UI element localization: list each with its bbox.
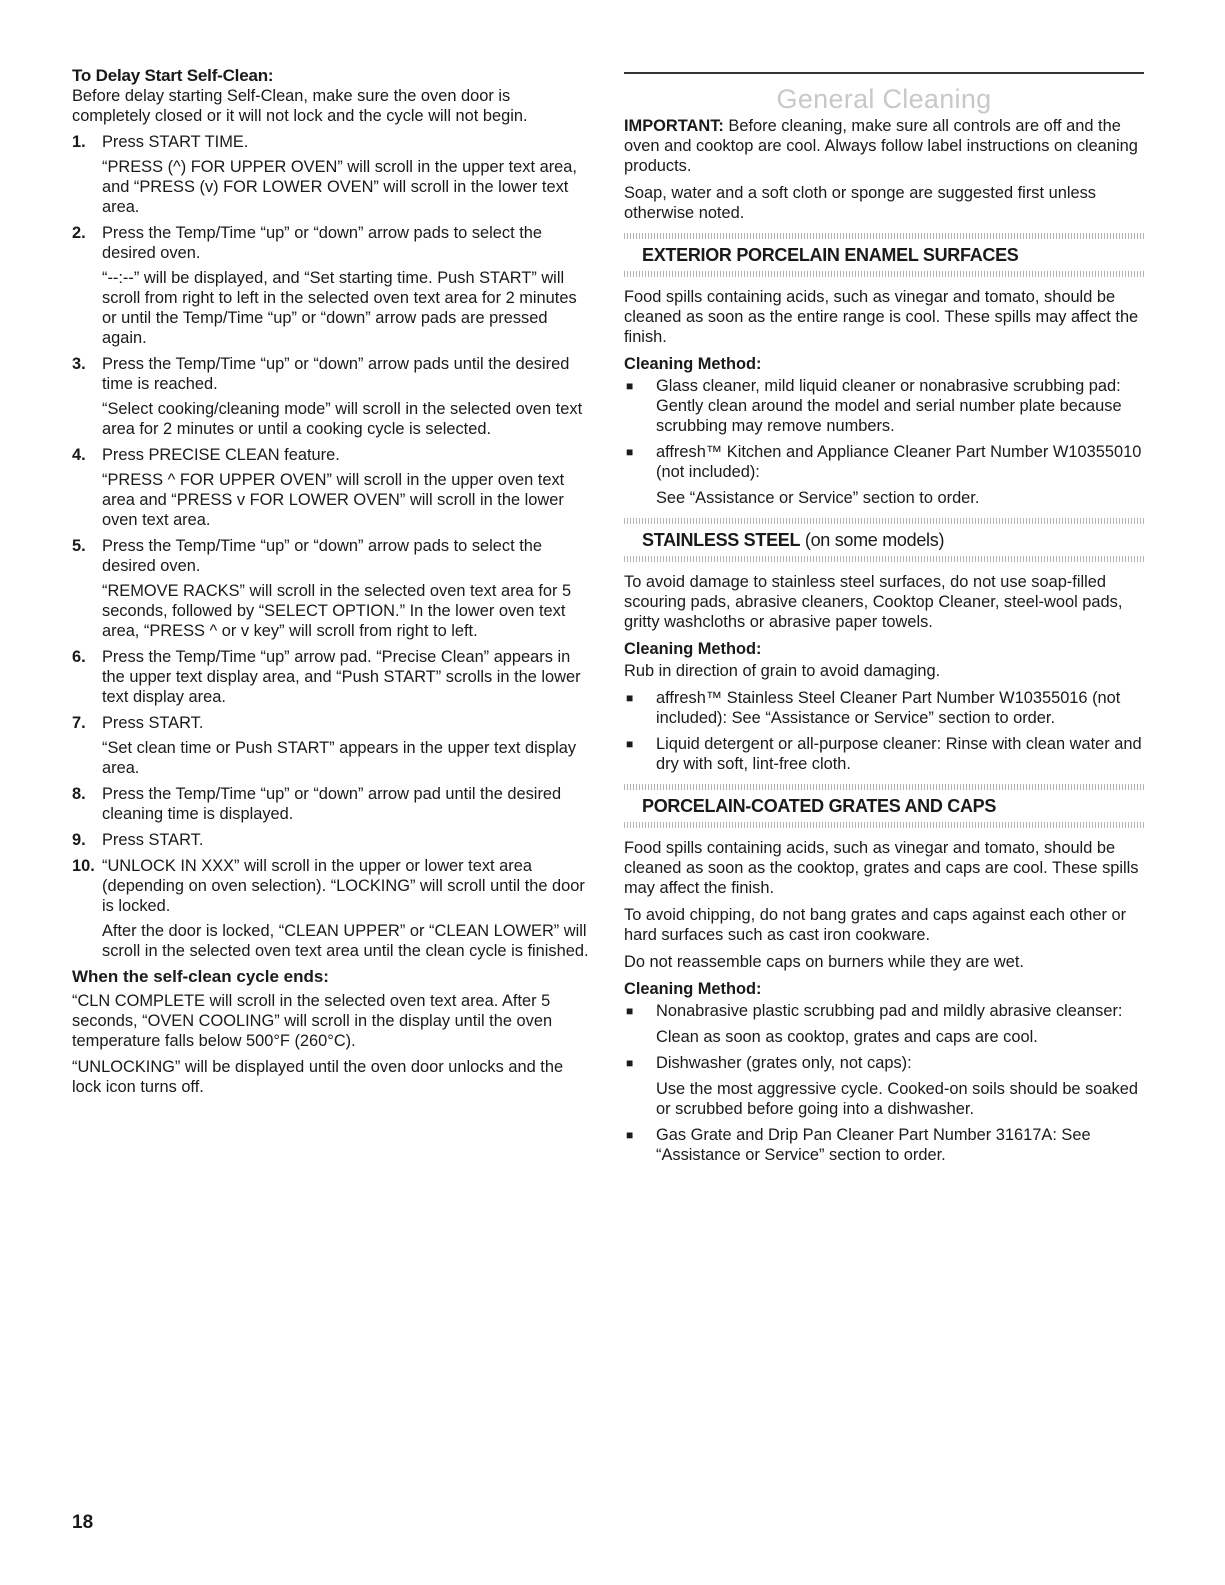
important-text: Before cleaning, make sure all controls are off and the oven and cooktop are cool. Always follow label instructions on cleaning products. — [624, 117, 1138, 175]
bullet-text: Glass cleaner, mild liquid cleaner or nonabrasive scrubbing pad: Gently clean around the model and serial number plate because scrubbing may remove numbers. — [656, 377, 1122, 435]
section-divider — [624, 784, 1144, 790]
step-number: 6. — [72, 648, 86, 666]
step-number: 10. — [72, 857, 95, 875]
list-item — [624, 1053, 1144, 1119]
list-item — [624, 442, 1144, 508]
bullet-icon: ■ — [626, 445, 634, 459]
step-subtext: After the door is locked, “CLEAN UPPER” or “CLEAN LOWER” will scroll in the selected oven text area until the clean cycle is finished. — [102, 922, 589, 960]
grates-section — [624, 784, 1144, 1165]
grates-paragraph: Do not reassemble caps on burners while they are wet. — [624, 953, 1024, 971]
step-number: 5. — [72, 537, 86, 555]
bullet-icon: ■ — [626, 1056, 634, 1070]
cycle-ends-paragraph: “CLN COMPLETE will scroll in the selected oven text area. After 5 seconds, “OVEN COOLING” will scroll in the display until the oven temperature falls below 500°F (260°C). — [72, 992, 553, 1050]
step-text: “UNLOCK IN XXX” will scroll in the upper or lower text area (depending on oven selection). “LOCKING” will scroll until the door is locked. — [102, 857, 585, 915]
stainless-title: STAINLESS STEEL — [642, 530, 801, 550]
bullet-icon: ■ — [626, 737, 634, 751]
exterior-paragraph: Food spills containing acids, such as vinegar and tomato, should be cleaned as soon as the entire range is cool. These spills may affect the finish. — [624, 288, 1139, 346]
cycle-ends-section — [72, 967, 590, 1097]
step-subtext: “Select cooking/cleaning mode” will scroll in the selected oven text area for 2 minutes or until a cooking cycle is selected. — [102, 400, 583, 438]
step-item — [72, 713, 590, 778]
step-item — [72, 784, 590, 824]
step-number: 4. — [72, 446, 86, 464]
exterior-heading: EXTERIOR PORCELAIN ENAMEL SURFACES — [642, 245, 1019, 265]
section-divider — [624, 556, 1144, 562]
step-text: Press the Temp/Time “up” arrow pad. “Precise Clean” appears in the upper text display area, and “Push START” scrolls in the lower text display area. — [102, 648, 581, 706]
stainless-method-text: Rub in direction of grain to avoid damaging. — [624, 662, 941, 680]
grates-heading: PORCELAIN-COATED GRATES AND CAPS — [642, 796, 997, 816]
list-item — [624, 1001, 1144, 1047]
cleaning-method-label: Cleaning Method: — [624, 640, 762, 658]
bullet-note: Clean as soon as cooktop, grates and caps are cool. — [656, 1028, 1038, 1046]
step-number: 3. — [72, 355, 86, 373]
right-column — [624, 66, 1144, 1171]
bullet-text: affresh™ Kitchen and Appliance Cleaner Part Number W10355010 (not included): — [656, 443, 1142, 481]
bullet-text: Liquid detergent or all-purpose cleaner: Rinse with clean water and dry with soft, lint-free cloth. — [656, 735, 1142, 773]
step-text: Press the Temp/Time “up” or “down” arrow pads to select the desired oven. — [102, 537, 542, 575]
bullet-note: Use the most aggressive cycle. Cooked-on soils should be soaked or scrubbed before going into a dishwasher. — [656, 1080, 1138, 1118]
stainless-section — [624, 518, 1144, 774]
step-item — [72, 536, 590, 641]
list-item — [624, 1125, 1144, 1165]
important-label: IMPORTANT: — [624, 117, 724, 135]
top-rule — [624, 72, 1144, 74]
step-text: Press START. — [102, 831, 204, 849]
step-text: Press START TIME. — [102, 133, 249, 151]
grates-paragraph: Food spills containing acids, such as vinegar and tomato, should be cleaned as soon as the cooktop, grates and caps are cool. These spills may affect the finish. — [624, 839, 1139, 897]
page-number: 18 — [72, 1512, 94, 1533]
step-number: 2. — [72, 224, 86, 242]
step-subtext: “PRESS ^ FOR UPPER OVEN” will scroll in the upper oven text area and “PRESS v FOR LOWER OVEN” will scroll in the lower oven text area. — [102, 471, 565, 529]
step-number: 7. — [72, 714, 86, 732]
step-text: Press START. — [102, 714, 204, 732]
stainless-heading — [642, 528, 1144, 552]
bullet-text: Dishwasher (grates only, not caps): — [656, 1054, 912, 1072]
list-item — [624, 376, 1144, 436]
step-item — [72, 830, 590, 850]
step-item — [72, 445, 590, 530]
section-divider — [624, 271, 1144, 277]
step-subtext: “REMOVE RACKS” will scroll in the selected oven text area for 5 seconds, followed by “SELECT OPTION.” In the lower oven text area, “PRESS ^ or v key” will scroll from right to left. — [102, 582, 572, 640]
step-text: Press the Temp/Time “up” or “down” arrow pads to select the desired oven. — [102, 224, 542, 262]
step-subtext: “--:--” will be displayed, and “Set starting time. Push START” will scroll from right to left in the selected oven text area for 2 minutes or until the Temp/Time “up” or “down” arrow pads are pressed again. — [102, 269, 577, 347]
bullet-text: affresh™ Stainless Steel Cleaner Part Number W10355016 (not included): See “Assistance or Service” section to order. — [656, 689, 1121, 727]
bullet-icon: ■ — [626, 691, 634, 705]
step-item — [72, 354, 590, 439]
list-item — [624, 734, 1144, 774]
step-item — [72, 132, 590, 217]
delay-start-heading: To Delay Start Self-Clean: — [72, 66, 274, 85]
left-column — [72, 66, 590, 1103]
step-text: Press the Temp/Time “up” or “down” arrow pad until the desired cleaning time is displayed. — [102, 785, 562, 823]
soap-paragraph: Soap, water and a soft cloth or sponge are suggested first unless otherwise noted. — [624, 184, 1096, 222]
bullet-icon: ■ — [626, 379, 634, 393]
step-text: Press PRECISE CLEAN feature. — [102, 446, 340, 464]
step-subtext: “PRESS (^) FOR UPPER OVEN” will scroll in the upper text area, and “PRESS (v) FOR LOWER OVEN” will scroll in the lower text area. — [102, 158, 577, 216]
step-subtext: “Set clean time or Push START” appears in the upper text display area. — [102, 739, 577, 777]
step-number: 1. — [72, 133, 86, 151]
list-item — [624, 688, 1144, 728]
cleaning-method-label: Cleaning Method: — [624, 355, 762, 373]
bullet-icon: ■ — [626, 1128, 634, 1142]
cycle-ends-heading: When the self-clean cycle ends: — [72, 967, 329, 986]
steps-list — [72, 132, 590, 961]
step-item — [72, 856, 590, 961]
step-item — [72, 223, 590, 348]
stainless-paragraph: To avoid damage to stainless steel surfaces, do not use soap-filled scouring pads, abrasive cleaners, Cooktop Cleaner, steel-wool pads, gritty washcloths or abrasive paper towels. — [624, 573, 1123, 631]
delay-start-intro: Before delay starting Self-Clean, make sure the oven door is completely closed or it will not lock and the cycle will not begin. — [72, 87, 528, 125]
step-number: 9. — [72, 831, 86, 849]
section-divider — [624, 822, 1144, 828]
step-text: Press the Temp/Time “up” or “down” arrow pads until the desired time is reached. — [102, 355, 570, 393]
bullet-icon: ■ — [626, 1004, 634, 1018]
step-number: 8. — [72, 785, 86, 803]
step-item — [72, 647, 590, 707]
unlocking-paragraph: “UNLOCKING” will be displayed until the oven door unlocks and the lock icon turns off. — [72, 1058, 564, 1096]
bullet-note: See “Assistance or Service” section to order. — [656, 489, 980, 507]
section-divider — [624, 518, 1144, 524]
page-title: General Cleaning — [776, 84, 992, 114]
important-paragraph — [624, 116, 1144, 176]
exterior-section — [624, 233, 1144, 508]
bullet-text: Gas Grate and Drip Pan Cleaner Part Number 31617A: See “Assistance or Service” section to order. — [656, 1126, 1091, 1164]
stainless-title-suffix: (on some models) — [800, 530, 945, 550]
grates-paragraph: To avoid chipping, do not bang grates and caps against each other or hard surfaces such as cast iron cookware. — [624, 906, 1127, 944]
bullet-text: Nonabrasive plastic scrubbing pad and mildly abrasive cleanser: — [656, 1002, 1123, 1020]
cleaning-method-label: Cleaning Method: — [624, 980, 762, 998]
section-divider — [624, 233, 1144, 239]
